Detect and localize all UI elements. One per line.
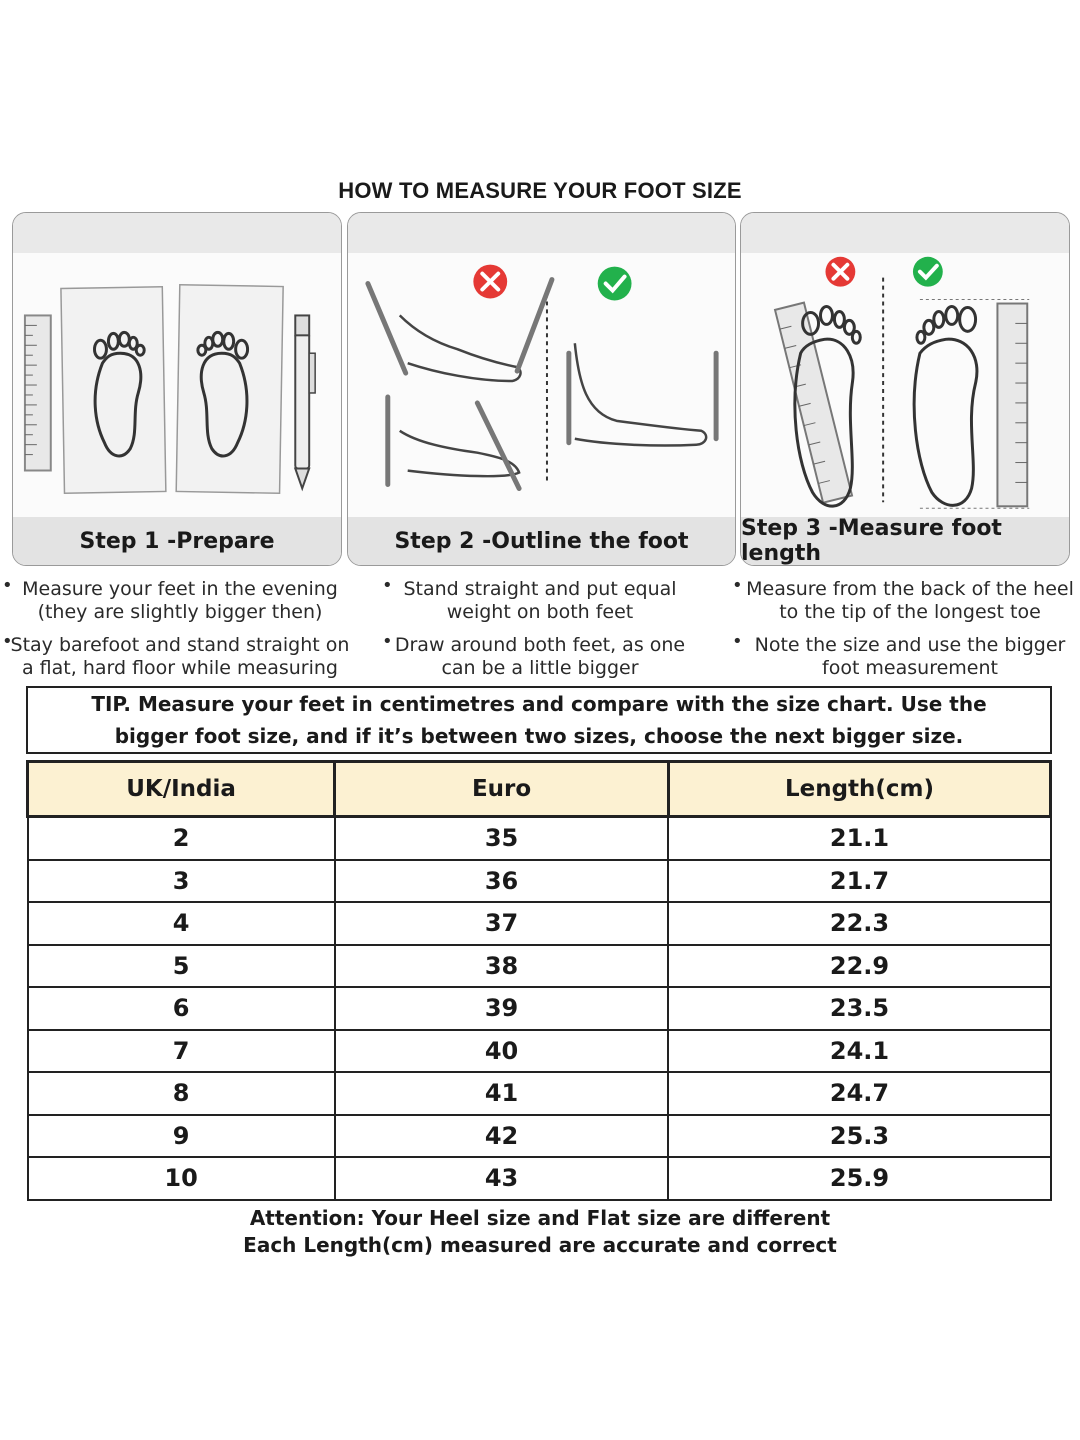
- step1-panel: [12, 212, 342, 566]
- step3-illustration: [741, 253, 1069, 525]
- ruler-icon: [25, 315, 51, 470]
- step3-tips: [732, 575, 1080, 690]
- cell-uk-india: 2: [28, 817, 335, 860]
- cell-euro: 43: [335, 1157, 669, 1200]
- step1-illustration: [13, 253, 341, 525]
- table-header-row: [28, 762, 1051, 817]
- step3-caption: Step 3 -Measure foot length: [741, 517, 1069, 565]
- step2-panel: [347, 212, 736, 566]
- cell-uk-india: 7: [28, 1030, 335, 1073]
- step2-illustration: [348, 253, 735, 525]
- step1-tips: [2, 575, 350, 690]
- cell-length: 22.9: [668, 945, 1050, 988]
- attention-notes: [0, 1205, 1080, 1259]
- pen-icon: [295, 315, 315, 488]
- table-row: [28, 860, 1051, 903]
- table-row: [28, 987, 1051, 1030]
- cell-length: 25.9: [668, 1157, 1050, 1200]
- cell-length: 25.3: [668, 1115, 1050, 1158]
- green-check-icon: [598, 267, 632, 301]
- cell-uk-india: 9: [28, 1115, 335, 1158]
- cell-euro: 42: [335, 1115, 669, 1158]
- feet-on-paper-icon: [13, 253, 341, 525]
- step2-caption: Step 2 -Outline the foot: [348, 517, 735, 565]
- cell-euro: 40: [335, 1030, 669, 1073]
- red-x-icon: [473, 265, 507, 299]
- cell-length: 21.1: [668, 817, 1050, 860]
- cell-uk-india: 3: [28, 860, 335, 903]
- cell-uk-india: 5: [28, 945, 335, 988]
- table-row: [28, 1030, 1051, 1073]
- tip-box: TIP. Measure your feet in centimetres and compare with the size chart. Use the bigger foot size, and if it’s between two sizes, choose the next bigger size.: [26, 686, 1052, 754]
- note-accuracy: Each Length(cm) measured are accurate and correct: [243, 1233, 837, 1257]
- cell-euro: 37: [335, 902, 669, 945]
- cell-length: 21.7: [668, 860, 1050, 903]
- cell-euro: 41: [335, 1072, 669, 1115]
- header-uk-india: UK/India: [28, 762, 335, 817]
- tip-item: • Measure your feet in the evening (they are slightly bigger then): [2, 575, 338, 623]
- cell-euro: 35: [335, 817, 669, 860]
- step3-panel: [740, 212, 1070, 566]
- cell-uk-india: 8: [28, 1072, 335, 1115]
- cell-euro: 38: [335, 945, 669, 988]
- cell-length: 24.7: [668, 1072, 1050, 1115]
- cell-length: 24.1: [668, 1030, 1050, 1073]
- tip-item: • Measure from the back of the heel to the tip of the longest toe: [732, 575, 1074, 623]
- cell-euro: 39: [335, 987, 669, 1030]
- cell-uk-india: 10: [28, 1157, 335, 1200]
- cell-length: 23.5: [668, 987, 1050, 1030]
- page-title: HOW TO MEASURE YOUR FOOT SIZE: [338, 178, 742, 203]
- size-chart-table: [26, 760, 1052, 1201]
- header-euro: Euro: [335, 762, 669, 817]
- table-row: [28, 1115, 1051, 1158]
- table-row: [28, 817, 1051, 860]
- tip-item: • Draw around both feet, as one can be a little bigger: [382, 631, 686, 679]
- cell-uk-india: 6: [28, 987, 335, 1030]
- tip-item: • Stay barefoot and stand straight on a flat, hard floor while measuring: [2, 631, 350, 679]
- green-check-icon: [913, 257, 943, 287]
- red-x-icon: [825, 257, 855, 287]
- tip-item: • Stand straight and put equal weight on both feet: [382, 575, 677, 623]
- table-row: [28, 902, 1051, 945]
- cell-length: 22.3: [668, 902, 1050, 945]
- tip-item: • Note the size and use the bigger foot measurement: [732, 631, 1066, 679]
- note-heel-flat: Attention: Your Heel size and Flat size are different: [249, 1206, 831, 1230]
- table-row: [28, 1157, 1051, 1200]
- step2-tips: [382, 575, 690, 690]
- table-row: [28, 1072, 1051, 1115]
- cell-uk-india: 4: [28, 902, 335, 945]
- table-row: [28, 945, 1051, 988]
- step1-caption: Step 1 -Prepare: [13, 517, 341, 565]
- cell-euro: 36: [335, 860, 669, 903]
- header-length: Length(cm): [668, 762, 1050, 817]
